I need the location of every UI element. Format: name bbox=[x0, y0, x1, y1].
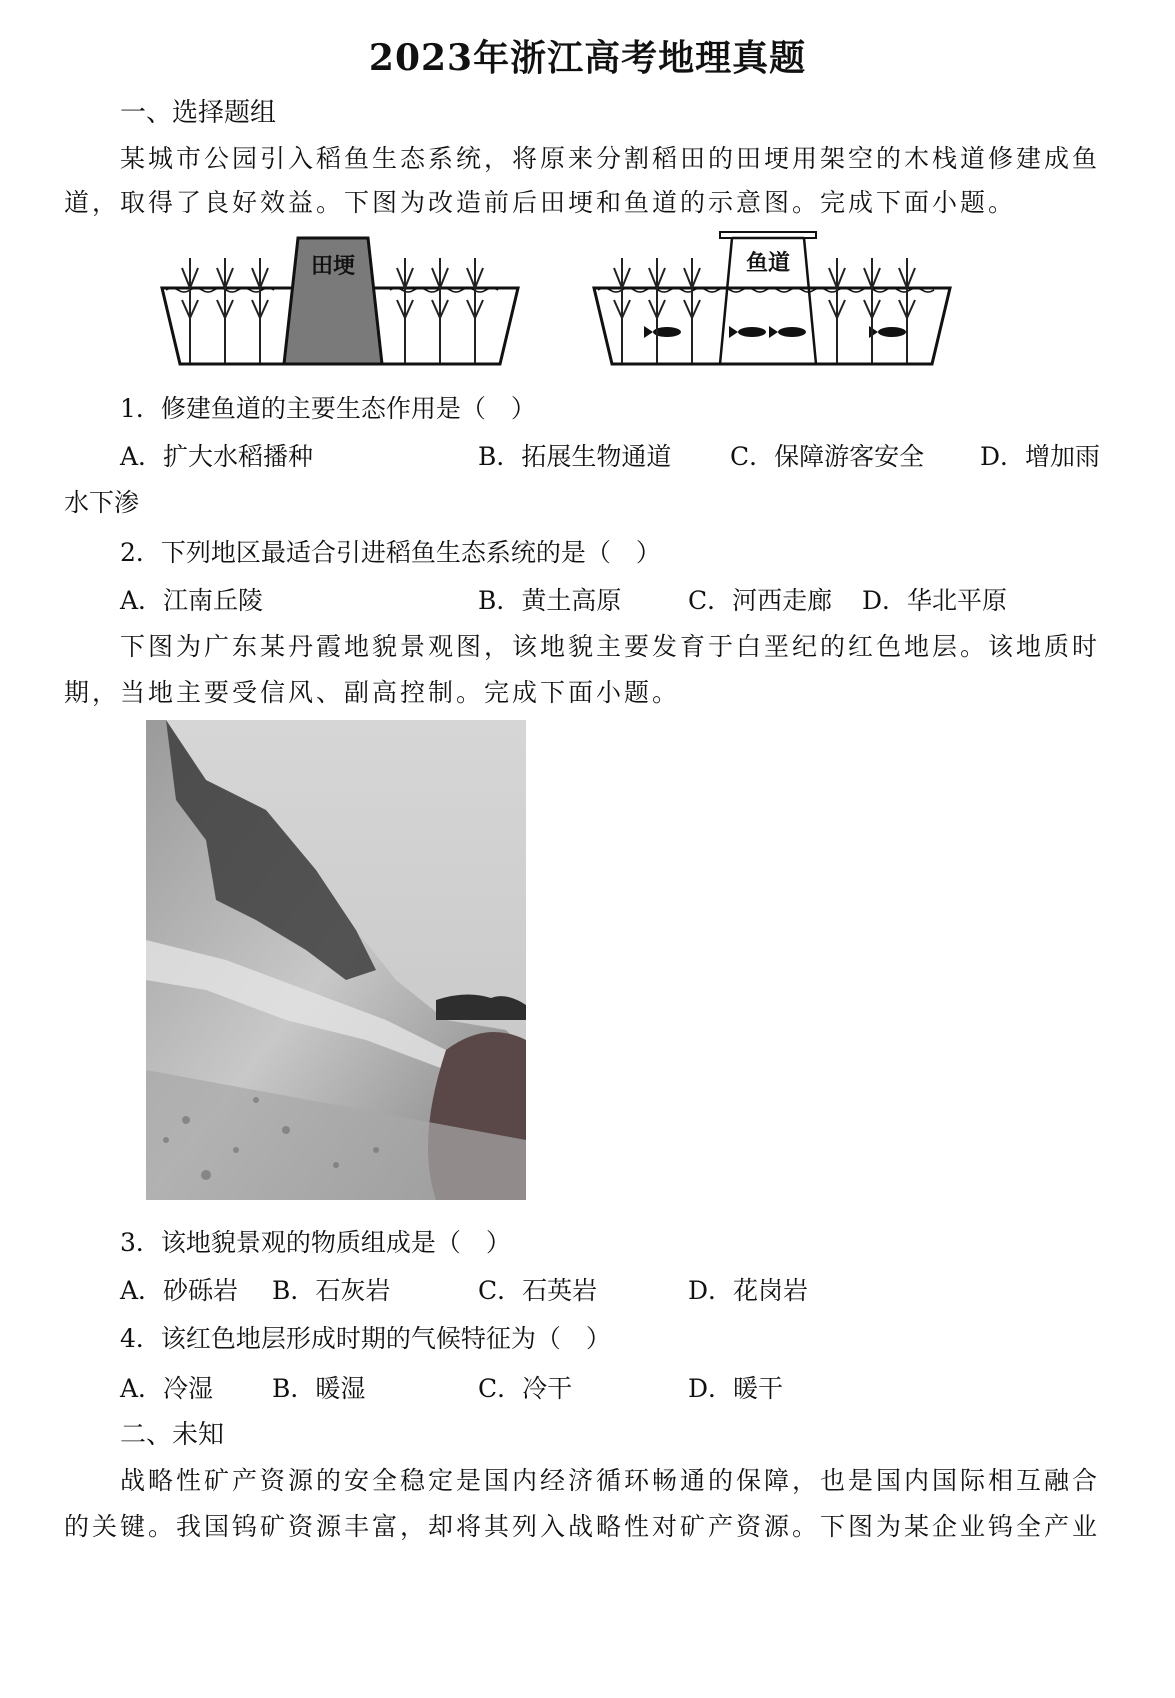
field-ridge-diagram bbox=[160, 228, 520, 368]
passage-1-line-2: 道，取得了良好效益。下图为改造前后田埂和鱼道的示意图。完成下面小题。 bbox=[64, 188, 1017, 217]
question-1-stem: 1．修建鱼道的主要生态作用是（ ） bbox=[120, 394, 536, 423]
passage-3-line-1: 战略性矿产资源的安全稳定是国内经济循环畅通的保障，也是国内国际相互融合 bbox=[120, 1466, 1101, 1495]
fish-passage-label: 鱼道 bbox=[745, 251, 791, 276]
ridge-label: 田埂 bbox=[310, 254, 356, 279]
passage-1-line-1: 某城市公园引入稻鱼生态系统，将原来分割稻田的田埂用架空的木栈道修建成鱼 bbox=[120, 144, 1101, 173]
q1-option-d: D．增加雨 bbox=[980, 442, 1101, 471]
q3-option-c: C．石英岩 bbox=[478, 1276, 598, 1305]
q1-option-b: B．拓展生物通道 bbox=[478, 442, 672, 471]
q1-option-d-continued: 水下渗 bbox=[64, 488, 140, 517]
danxia-landform-photo bbox=[146, 720, 526, 1200]
q3-option-a: A．砂砾岩 bbox=[120, 1276, 239, 1305]
fish-passage-diagram bbox=[592, 228, 952, 368]
page-title: 2023年浙江高考地理真题 bbox=[368, 37, 807, 79]
q4-option-b: B．暖湿 bbox=[272, 1374, 366, 1403]
section-heading-2: 二、未知 bbox=[120, 1420, 225, 1450]
q2-option-d: D．华北平原 bbox=[862, 586, 1008, 615]
q3-option-d: D．花岗岩 bbox=[688, 1276, 809, 1305]
passage-2-line-1: 下图为广东某丹霞地貌景观图，该地貌主要发育于白垩纪的红色地层。该地质时 bbox=[120, 632, 1101, 661]
question-3-stem: 3．该地貌景观的物质组成是（ ） bbox=[120, 1228, 511, 1257]
q4-option-d: D．暖干 bbox=[688, 1374, 784, 1403]
q1-option-c: C．保障游客安全 bbox=[730, 442, 925, 471]
passage-2-line-2: 期，当地主要受信风、副高控制。完成下面小题。 bbox=[64, 678, 681, 707]
question-2-stem: 2．下列地区最适合引进稻鱼生态系统的是（ ） bbox=[120, 538, 661, 567]
section-heading-1: 一、选择题组 bbox=[120, 98, 277, 128]
passage-3-line-2: 的关键。我国钨矿资源丰富，却将其列入战略性对矿产资源。下图为某企业钨全产业 bbox=[64, 1512, 1101, 1541]
q1-option-a: A．扩大水稻播种 bbox=[120, 442, 314, 471]
q2-option-a: A．江南丘陵 bbox=[120, 586, 264, 615]
q4-option-a: A．冷湿 bbox=[120, 1374, 214, 1403]
q3-option-b: B．石灰岩 bbox=[272, 1276, 391, 1305]
q4-option-c: C．冷干 bbox=[478, 1374, 573, 1403]
q2-option-c: C．河西走廊 bbox=[688, 586, 833, 615]
q2-option-b: B．黄土高原 bbox=[478, 586, 622, 615]
question-4-stem: 4．该红色地层形成时期的气候特征为（ ） bbox=[120, 1324, 611, 1353]
